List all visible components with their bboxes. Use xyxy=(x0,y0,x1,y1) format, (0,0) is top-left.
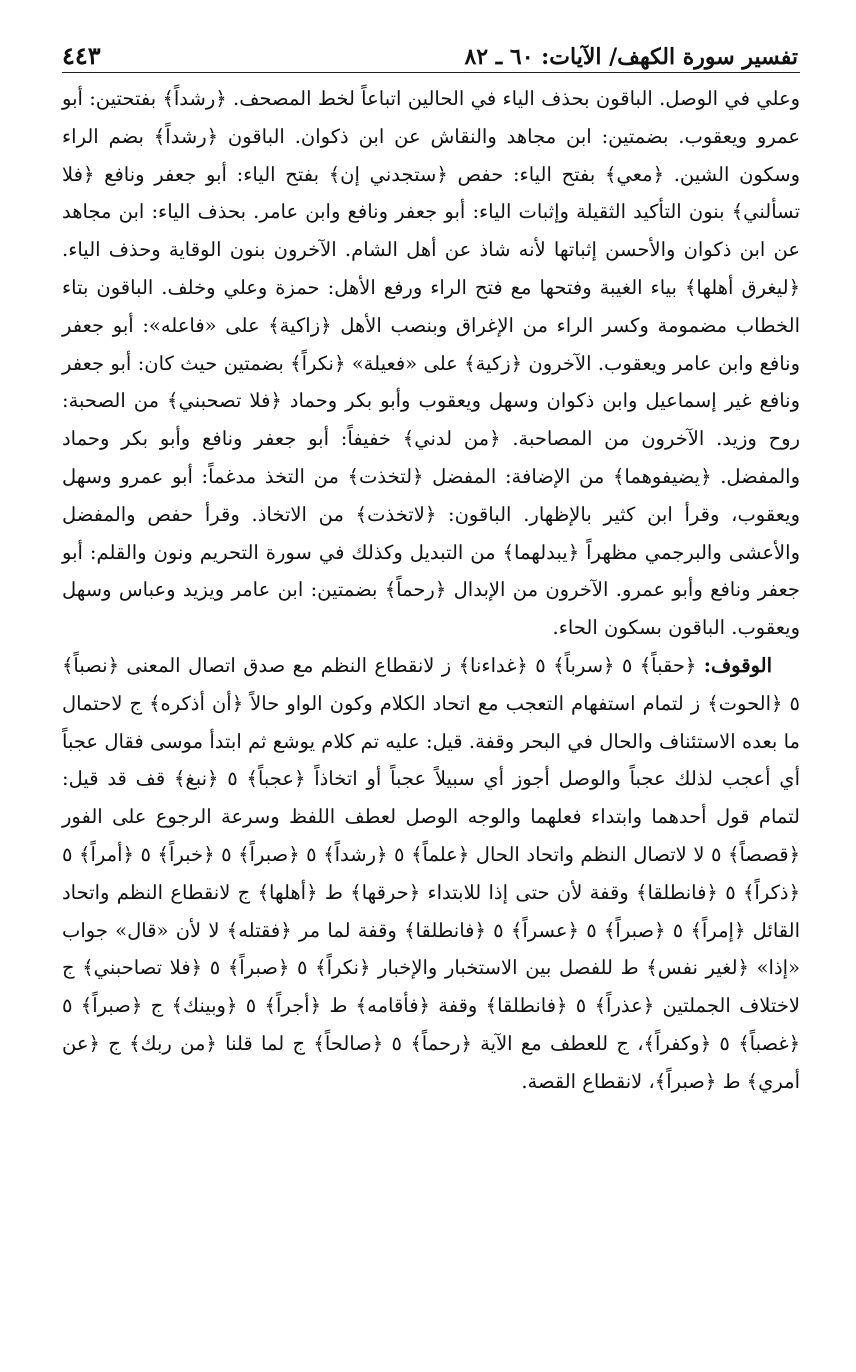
qiraat-text: وعلي في الوصل. الباقون بحذف الياء في الحالين اتباعاً لخط المصحف. ﴿رشداً﴾ بفتحتين: أبو عمرو ويعقوب. بضمتين: ابن مجاهد والنقاش عن ابن ذكوان. الباقون ﴿رشداً﴾ بضم الراء وسكون الشين. ﴿معي﴾ بفتح الياء: حفص ﴿ستجدني إن﴾ بفتح الياء: أبو جعفر ونافع ﴿فلا تسألني﴾ بنون التأكيد الثقيلة وإثبات الياء: أبو جعفر ونافع وابن عامر. بحذف الياء: ابن مجاهد عن ابن ذكوان والأحسن إثباتها لأنه شاذ عن أهل الشام. الآخرون بنون الوقاية وحذف الياء. ﴿ليغرق أهلها﴾ بياء الغيبة وفتحها مع فتح الراء ورفع الأهل: حمزة وعلي وخلف. الباقون بتاء الخطاب مضمومة وكسر الراء من الإغراق وبنصب الأهل ﴿زاكية﴾ على «فاعله»: أبو جعفر ونافع وابن عامر ويعقوب. الآخرون ﴿زكية﴾ على «فعيلة» ﴿نكراً﴾ بضمتين حيث كان: أبو جعفر ونافع غير إسماعيل وابن ذكوان وسهل ويعقوب وأبو بكر وحماد ﴿فلا تصحبني﴾ من الصحبة: روح وزيد. الآخرون من المصاحبة. ﴿من لدني﴾ خفيفاً: أبو جعفر ونافع وأبو بكر وحماد والمفضل. ﴿يضيفوهما﴾ من الإضافة: المفضل ﴿لتخذت﴾ من التخذ مدغماً: أبو عمرو وسهل ويعقوب، وقرأ ابن كثير بالإظهار. الباقون: ﴿لاتخذت﴾ من الاتخاذ. وقرأ حفص والمفضل والأعشى والبرجمي مظهراً ﴿يبدلهما﴾ من التبديل وكذلك في سورة التحريم ونون والقلم: أبو جعفر ونافع وأبو عمرو. الآخرون من الإبدال ﴿رحماً﴾ بضمتين: ابن عامر ويزيد وعباس وسهل ويعقوب. الباقون بسكون الحاء. xyxy=(62,87,800,640)
running-header xyxy=(62,30,798,70)
wuquf-label: الوقوف: xyxy=(703,653,773,677)
page-number: ٤٤٣ xyxy=(62,41,101,70)
header-rule xyxy=(62,72,800,73)
chapter-title: تفسير سورة الكهف/ الآيات: ٦٠ ـ ٨٢ xyxy=(464,44,798,70)
wuquf-paragraph xyxy=(62,647,800,1101)
wuquf-text: ﴿حقباً﴾ ٥ ﴿سرباً﴾ ٥ ﴿غداءنا﴾ ز لانقطاع النظم مع صدق اتصال المعنى ﴿نصباً﴾ ٥ ﴿الحوت﴾ ز لتمام استفهام التعجب مع اتحاد الكلام وكون الواو حالاً ﴿أن أذكره﴾ ج لاحتمال ما بعده الاستئناف والحال في البحر وقفة. قيل: عليه تم كلام يوشع ثم ابتدأ موسى فقال عجباً أي أعجب لذلك عجباً والوصل أجوز أي سبيلاً عجباً أو اتخاذاً ﴿عجباً﴾ ٥ ﴿نبغ﴾ قف قد قيل: لتمام قول أحدهما وابتداء فعلهما والوجه الوصل لعطف اللفظ وسرعة الرجوع على الفور ﴿قصصاً﴾ ٥ لا لاتصال النظم واتحاد الحال ﴿علماً﴾ ٥ ﴿رشداً﴾ ٥ ﴿صبراً﴾ ٥ ﴿خبراً﴾ ٥ ﴿أمراً﴾ ٥ ﴿ذكراً﴾ ٥ ﴿فانطلقا﴾ وقفة لأن حتى إذا للابتداء ﴿حرقها﴾ ط ﴿أهلها﴾ ج لانقطاع النظم واتحاد القائل ﴿إمراً﴾ ٥ ﴿صبراً﴾ ٥ ﴿عسراً﴾ ٥ ﴿فانطلقا﴾ وقفة لما مر ﴿فقتله﴾ لا لأن «قال» جواب «إذا» ﴿لغير نفس﴾ ط للفصل بين الاستخبار والإخبار ﴿نكراً﴾ ٥ ﴿صبراً﴾ ٥ ﴿فلا تصاحبني﴾ ج لاختلاف الجملتين ﴿عذراً﴾ ٥ ﴿فانطلقا﴾ وقفة ﴿فأقامه﴾ ط ﴿أجراً﴾ ٥ ﴿وبينك﴾ ج ﴿صبراً﴾ ٥ ﴿غصباً﴾ ٥ ﴿وكفراً﴾، ج للعطف مع الآية ﴿رحماً﴾ ٥ ﴿صالحاً﴾ ج لما قلنا ﴿من ربك﴾ ج ﴿عن أمري﴾ ط ﴿صبراً﴾، لانقطاع القصة. xyxy=(62,653,800,1093)
qiraat-paragraph xyxy=(62,80,800,647)
page-body xyxy=(62,80,800,1101)
